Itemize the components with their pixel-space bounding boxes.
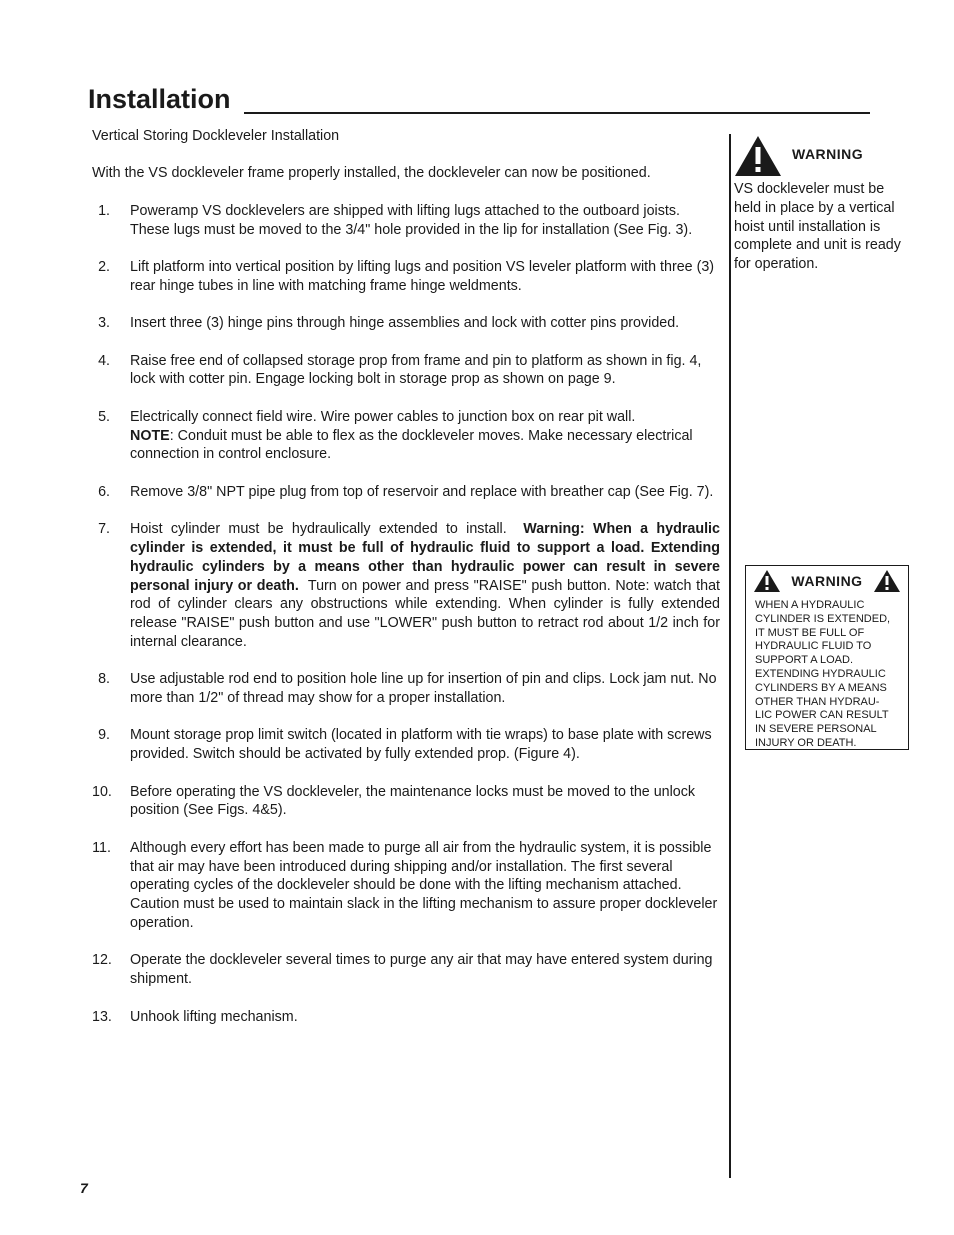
step-text: Lift platform into vertical position by lifting lugs and position VS leveler platform with three (3) rear hinge tubes in line with matching frame hinge weldments. bbox=[130, 258, 715, 294]
warning-label: WARNING bbox=[792, 146, 864, 162]
step-text: Electrically connect field wire. Wire power cables to junction box on rear pit wall. bbox=[130, 408, 636, 425]
warning-line: CYLINDER IS EXTENDED, bbox=[755, 612, 891, 625]
step-5 bbox=[92, 408, 720, 464]
step-number: 10. bbox=[92, 783, 112, 800]
step-text: Hoist cylinder must be hydraulically extended to install. bbox=[130, 521, 507, 538]
step-text: Poweramp VS docklevelers are shipped with lifting lugs attached to the outboard joists. These lugs must be moved to the 3/4" hole provided in the lip for installation (See Fig. 3). bbox=[130, 202, 693, 238]
step-number: 3. bbox=[98, 315, 110, 332]
column-divider bbox=[729, 134, 731, 1178]
warning-label: WARNING bbox=[791, 573, 863, 589]
warning-triangle-icon bbox=[873, 569, 901, 593]
step-3 bbox=[92, 314, 720, 333]
side-warning bbox=[734, 136, 914, 274]
step-7 bbox=[92, 520, 720, 652]
step-2 bbox=[92, 258, 720, 296]
warning-line: EXTENDING HYDRAULIC bbox=[755, 667, 886, 680]
boxed-warning bbox=[745, 565, 909, 750]
step-6 bbox=[92, 483, 720, 502]
warning-line: IN SEVERE PERSONAL bbox=[755, 723, 877, 736]
step-text: Remove 3/8" NPT pipe plug from top of reservoir and replace with breather cap (See Fig. 7). bbox=[130, 483, 714, 500]
step-number: 7. bbox=[98, 521, 110, 538]
step-text: Although every effort has been made to purge all air from the hydraulic system, it is possible that air may have been introduced during shipping and/or installation. The first several operating cycles of the dockleveler should be done with the lifting mechanism attached. Caution must be used to maintain slack in the lifting mechanism to assure proper dockleveler operation. bbox=[130, 839, 718, 932]
step-number: 4. bbox=[98, 352, 110, 369]
step-4 bbox=[92, 352, 720, 390]
step-number: 5. bbox=[98, 408, 110, 425]
warning-line: OTHER THAN HYDRAU- bbox=[755, 695, 880, 708]
step-number: 1. bbox=[98, 202, 110, 219]
step-text: Raise free end of collapsed storage prop from frame and pin to platform as shown in fig. 4, lock with cotter pin. Engage locking bolt in storage prop as shown on page 9. bbox=[130, 352, 702, 388]
step-12 bbox=[92, 951, 720, 989]
main-content bbox=[92, 127, 720, 1045]
warning-line: INJURY OR DEATH. bbox=[755, 736, 857, 749]
step-text: Before operating the VS dockleveler, the maintenance locks must be moved to the unlock position (See Figs. 4&5). bbox=[130, 783, 696, 819]
warning-line: HYDRAULIC FLUID TO bbox=[755, 640, 872, 653]
warning-line: CYLINDERS BY A MEANS bbox=[755, 681, 887, 694]
boxed-warning-text bbox=[746, 593, 908, 751]
step-text: Mount storage prop limit switch (located in platform with tie wraps) to base plate with screws provided. Switch should be activated by fully extended prop. (Figure 4). bbox=[130, 727, 712, 763]
note-label: NOTE bbox=[130, 427, 170, 444]
step-number: 6. bbox=[98, 483, 110, 500]
step-text: Use adjustable rod end to position hole line up for insertion of pin and clips. Lock jam nut. No more than 1/2" of thread may show for a proper installation. bbox=[130, 671, 717, 707]
step-warning-text: Warning: When a hydraulic cylinder is extended, it must be full of hydraulic fluid to support a load. Extending hydraulic cylinders by a means other than hydraulic power can result in severe personal injury or death. bbox=[130, 521, 720, 594]
warning-triangle-icon bbox=[734, 135, 782, 177]
step-number: 12. bbox=[92, 952, 112, 969]
section-subheading: Vertical Storing Dockleveler Installation bbox=[92, 128, 340, 144]
step-number: 8. bbox=[98, 671, 110, 688]
step-13 bbox=[92, 1008, 720, 1027]
warning-line: LIC POWER CAN RESULT bbox=[755, 709, 889, 722]
page-title: Installation bbox=[88, 84, 231, 114]
title-underline bbox=[244, 112, 870, 114]
intro-paragraph: With the VS dockleveler frame properly installed, the dockleveler can now be positioned. bbox=[92, 165, 651, 182]
step-8 bbox=[92, 670, 720, 708]
note-text: : Conduit must be able to flex as the dockleveler moves. Make necessary electrical connection in control enclosure. bbox=[130, 427, 693, 463]
step-text: Insert three (3) hinge pins through hinge assemblies and lock with cotter pins provided. bbox=[130, 315, 680, 332]
step-number: 2. bbox=[98, 258, 110, 275]
step-number: 13. bbox=[92, 1008, 112, 1025]
warning-line: IT MUST BE FULL OF bbox=[755, 626, 865, 639]
page-number: 7 bbox=[80, 1180, 88, 1196]
step-11 bbox=[92, 839, 720, 933]
step-text: Unhook lifting mechanism. bbox=[130, 1008, 298, 1025]
step-number: 9. bbox=[98, 727, 110, 744]
step-1 bbox=[92, 202, 720, 240]
step-10 bbox=[92, 783, 720, 821]
boxed-warning-header bbox=[746, 566, 908, 593]
warning-line: SUPPORT A LOAD. bbox=[755, 654, 854, 667]
step-number: 11. bbox=[92, 839, 111, 856]
warning-line: WHEN A HYDRAULIC bbox=[755, 599, 865, 611]
step-9 bbox=[92, 726, 720, 764]
warning-triangle-icon bbox=[753, 569, 781, 593]
step-text-continued: Turn on power and press "RAISE" push button. Note: watch that rod of cylinder clears any obstructions while extending. When cylinder is fully extended release "RAISE" push button and use "LOWER" push button to retract rod about 1/2 inch for internal clearance. bbox=[130, 577, 720, 650]
side-warning-text: VS dockleveler must be held in place by a vertical hoist until installation is complete and unit is ready for operation. bbox=[734, 181, 901, 273]
side-warning-header bbox=[734, 136, 914, 176]
installation-steps bbox=[92, 202, 720, 1027]
step-text: Operate the dockleveler several times to purge any air that may have entered system during shipment. bbox=[130, 952, 713, 988]
